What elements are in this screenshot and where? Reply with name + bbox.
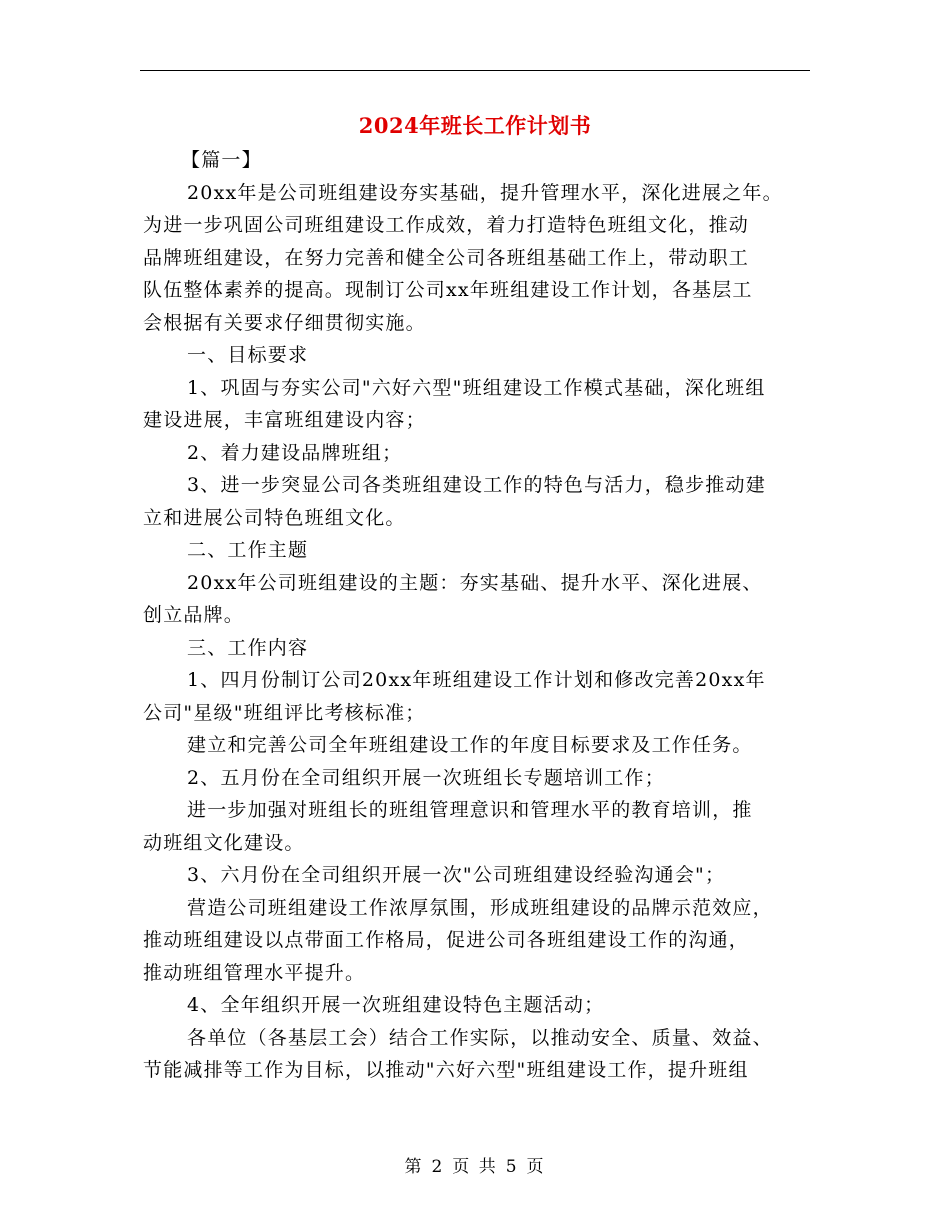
text-line: 一、目标要求 [187, 344, 309, 366]
text-line: 节能减排等工作为目标，以推动"六好六型"班组建设工作，提升班组 [143, 1059, 749, 1081]
text-line: 1、巩固与夯实公司"六好六型"班组建设工作模式基础，深化班组 [187, 376, 766, 399]
text-line: 立和进展公司特色班组文化。 [143, 506, 406, 529]
text-line: 会根据有关要求仔细贯彻实施。 [143, 311, 426, 334]
heading-content [143, 632, 815, 665]
text-line: 推动班组管理水平提升。 [143, 961, 366, 984]
text-line: 营造公司班组建设工作浓厚氛围，形成班组建设的品牌示范效应， [187, 896, 773, 919]
paragraph-goal-1 [143, 372, 815, 437]
text-line: 队伍整体素养的提高。现制订公司xx年班组建设工作计划，各基层工 [143, 279, 753, 301]
text-line: 20xx年是公司班组建设夯实基础，提升管理水平，深化进展之年。 [187, 181, 783, 204]
paragraph-content-2 [143, 762, 815, 795]
heading-theme [143, 534, 815, 567]
document-title: 2024年班长工作计划书 [358, 113, 592, 138]
paragraph-content-3-detail [143, 892, 815, 990]
paragraph-content-4 [143, 989, 815, 1022]
text-line: 品牌班组建设，在努力完善和健全公司各班组基础工作上，带动职工 [143, 246, 750, 269]
paragraph-theme [143, 567, 815, 632]
text-line: 推动班组建设以点带面工作格局，促进公司各班组建设工作的沟通， [143, 929, 750, 951]
footer-prefix: 第 [404, 1157, 424, 1177]
text-line: 创立品牌。 [143, 604, 245, 626]
text-line: 3、六月份在全司组织开展一次"公司班组建设经验沟通会"； [187, 864, 726, 886]
text-line: 3、进一步突显公司各类班组建设工作的特色与活力，稳步推动建 [187, 474, 766, 496]
section-label: 【篇一】 [181, 149, 262, 171]
page-footer [0, 1152, 950, 1177]
paragraph-content-1-detail [143, 729, 815, 762]
paragraph-goal-2 [143, 437, 815, 470]
paragraph-content-3 [143, 859, 815, 892]
paragraph-content-2-detail [143, 794, 815, 859]
footer-middle: 页 共 [452, 1157, 498, 1177]
paragraph-goal-3 [143, 469, 815, 534]
heading-goals [143, 339, 815, 372]
text-line: 建设进展，丰富班组建设内容； [143, 409, 426, 431]
paragraph-content-1 [143, 664, 815, 729]
text-line: 三、工作内容 [187, 636, 309, 659]
text-line: 1、四月份制订公司20xx年班组建设工作计划和修改完善20xx年 [187, 669, 766, 691]
footer-suffix: 页 [526, 1157, 546, 1177]
text-line: 公司"星级"班组评比考核标准； [143, 701, 426, 724]
header-rule [140, 70, 810, 71]
text-line: 2、五月份在全司组织开展一次班组长专题培训工作； [187, 766, 665, 789]
text-line: 进一步加强对班组长的班组管理意识和管理水平的教育培训，推 [187, 799, 753, 821]
text-line: 建立和完善公司全年班组建设工作的年度目标要求及工作任务。 [187, 734, 753, 756]
text-line: 2、着力建设品牌班组； [187, 441, 403, 464]
text-line: 4、全年组织开展一次班组建设特色主题活动； [187, 994, 605, 1016]
paragraph-content-4-detail [143, 1022, 815, 1087]
text-line: 二、工作主题 [187, 539, 309, 561]
text-line: 动班组文化建设。 [143, 831, 305, 854]
text-line: 各单位（各基层工会）结合工作实际，以推动安全、质量、效益、 [187, 1026, 773, 1049]
document-body [143, 144, 815, 1087]
footer-total-pages: 5 [505, 1157, 519, 1177]
paragraph-intro [143, 177, 815, 340]
text-line: 20xx年公司班组建设的主题：夯实基础、提升水平、深化进展、 [187, 571, 763, 594]
footer-page-number: 2 [431, 1157, 445, 1177]
text-line: 为进一步巩固公司班组建设工作成效，着力打造特色班组文化，推动 [143, 214, 750, 236]
